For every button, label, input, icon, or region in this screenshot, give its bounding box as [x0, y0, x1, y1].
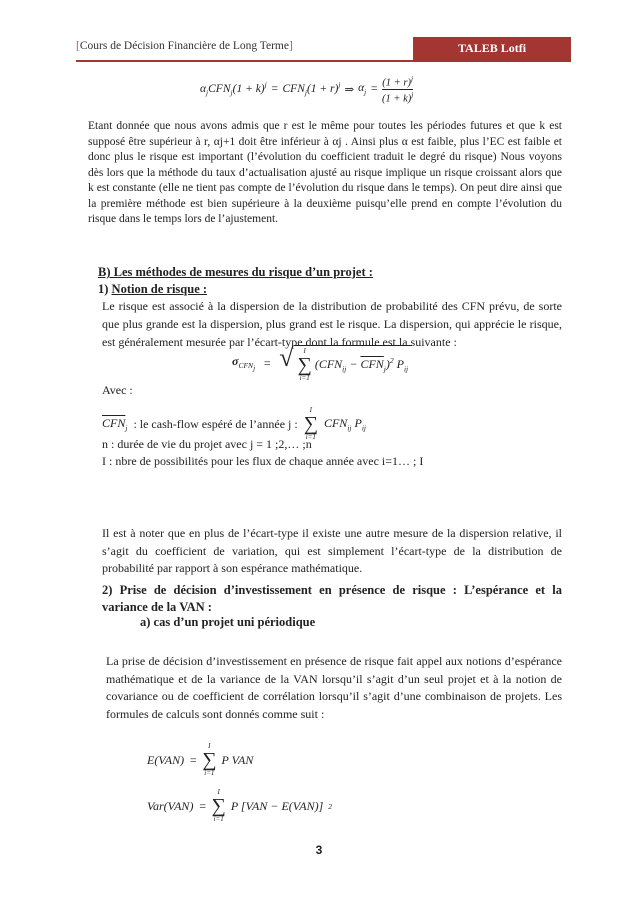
section-2a-heading: a) cas d’un projet uni périodique [140, 615, 316, 629]
n-definition: n : durée de vie du projet avec j = 1 ;2,… ;n [102, 437, 312, 451]
page-number: 3 [315, 843, 323, 857]
equation-alpha: $\alpha_jCFN_j(1 + k)^j$ = $CFN_j(1 + r)^j$ ⇒ $\alpha_j$ = $\frac{(1 + r)^j}{(1 + k)^j}$ [200, 74, 414, 104]
equation-variance: Var(VAN) = I ∑ i=1 P [VAN − E(VAN)] 2 [147, 788, 332, 823]
avec-label: Avec : [102, 383, 133, 397]
paragraph-risk-notion: Le risque est associé à la dispersion de la distribution de probabilité des CFN prévu, de sorte que plus grande est la dispersion, plus grand est le risque. La dispersion, qui apprécie le risque, est généralement mesurée par l’écart-type dont la formule est la suivante : [102, 299, 562, 349]
paragraph-variation-coefficient: Il est à noter que en plus de l’écart-type il existe une autre mesure de la dispersion relative, il s’agit du coefficient de variation, qui est simplement l’écart-type de la distribution de probabilité par rapport à son espérance mathématique. [102, 526, 562, 575]
section-1-heading: 1) Notion de risque : [98, 282, 208, 296]
cfn-definition: $\overline{CFN}_j$ : le cash-flow espéré de l’année j : I ∑ i=1 $CFN_{ij}$ $P_{ij}$ [102, 406, 366, 441]
equation-std-dev: $\sigma_{CFN_j}$ = √ I ∑ i=1 $(CFN_{ij} - \overline{CFN}_j)^2$ $P_{ij}$ [232, 345, 412, 382]
paragraph-alpha-explanation: Etant donnée que nous avons admis que r est le même pour toutes les périodes futures et que k est supposé être supérieur à r, αj+1 doit être inférieur à αj . Ainsi plus α est faible, plus l’EC est faible et donc plus le risque est important (l’évolution du coefficient traduit le degré du risque) Nous voyons dès lors que la méthode du taux d’actualisation ajusté au risque implique un risque croissant alors que k est constante (elle ne tient pas compte de l’évolution du risque dans le temps). On peut dire ainsi que la première méthode est bien supérieure à la deuxième puisqu’elle prend en compte l’évolution du risque dans le temps lors de l’ajustement. [88, 120, 562, 225]
i-definition: I : nbre de possibilités pour les flux de chaque année avec i=1… ; I [102, 454, 424, 468]
equation-expectation: E(VAN) = I ∑ i=1 P VAN [147, 742, 254, 777]
paragraph-decision: La prise de décision d’investissement en présence de risque fait appel aux notions d’espérance mathématique et de la variance de la VAN lorsqu’il s’agit d’un seul projet et à la notion de covariance ou de coefficient de corrélation lorsqu’il s’agit d’une combinaison de projets. Les formules de calculs sont donnés comme suit : [106, 654, 562, 721]
header-divider [76, 60, 571, 62]
header-course-title: [Cours de Décision Financière de Long Terme] [76, 40, 293, 52]
section-2-heading: 2) Prise de décision d’investissement en présence de risque : L’espérance et la variance de la VAN : [102, 583, 562, 614]
section-b-heading: B) Les méthodes de mesures du risque d’un projet : [98, 265, 373, 279]
header-author-badge: TALEB Lotfi [413, 37, 571, 60]
